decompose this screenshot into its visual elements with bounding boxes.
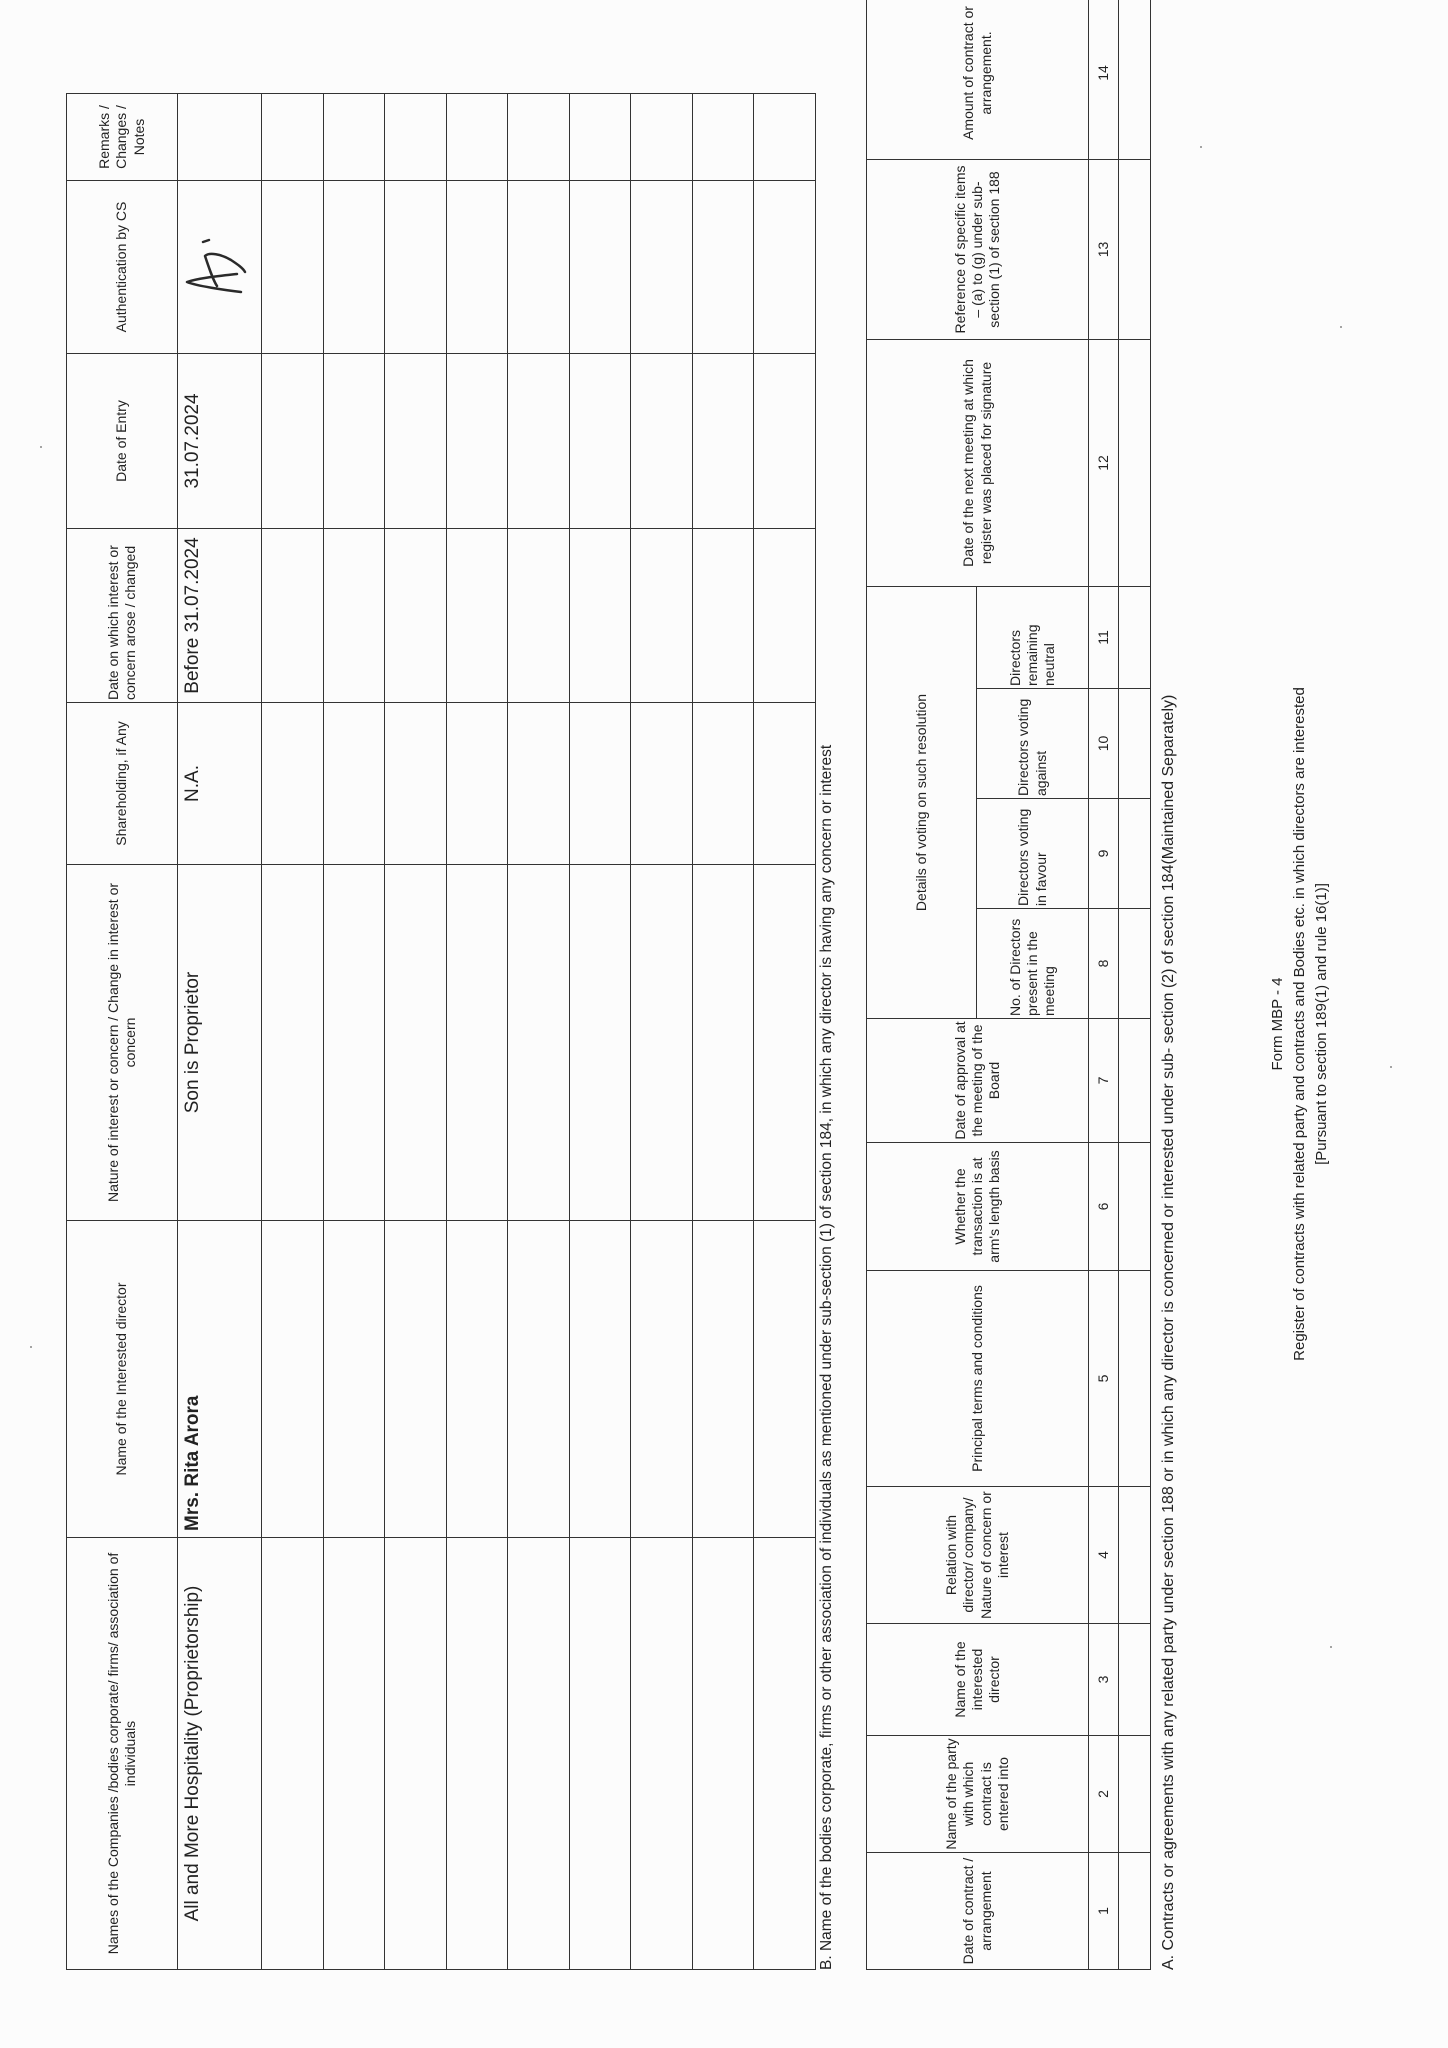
col-header-interested-director: Name of the Interested director [67,1221,178,1538]
col-header-voting-favour: Directors voting in favour [977,799,1089,909]
col-header-principal-terms: Principal terms and conditions [867,1271,1089,1487]
form-title: Form MBP - 4 [1269,977,1286,1071]
col-header-company-names: Names of the Companies /bodies corporate/ firms/ association of individuals [67,1538,178,1970]
table-row [569,94,631,1970]
company-name-cell: All and More Hospitality (Proprietorship) [178,1538,262,1970]
column-number: 10 [1089,689,1119,799]
column-number: 8 [1089,909,1119,1019]
col-header-voting-group: Details of voting on such resolution [867,587,977,1019]
table-row [262,94,324,1970]
table-row [692,94,754,1970]
table-row [178,94,262,1970]
col-header-interested-director: Name of the interested director [867,1624,1089,1736]
col-header-relation: Relation with director/ company/ Nature of concern or interest [867,1487,1089,1624]
col-header-board-approval-date: Date of approval at the meeting of the Board [867,1019,1089,1143]
col-header-nature-of-interest: Nature of interest or concern / Change in interest or concern [67,865,178,1221]
section-a-heading [1160,695,1178,1970]
section-b-heading: B. Name of the bodies corporate, firms or other association of individuals as mentioned under sub-section (1) of section 184, in which any director is having any concern or interest [818,744,835,1970]
col-header-authentication: Authentication by CS [67,181,178,354]
scan-speck [40,446,42,448]
remarks-cell [178,94,262,181]
column-number: 1 [1089,1853,1119,1970]
column-number: 4 [1089,1487,1119,1624]
col-header-reference-items: Reference of specific items – (a) to (g) under sub-section (1) of section 188 [867,160,1089,340]
table-row [631,94,693,1970]
section-a-separate-note: (Maintained Separately) [1160,694,1177,865]
column-number: 7 [1089,1019,1119,1143]
table-row [508,94,570,1970]
date-of-entry-cell: 31.07.2024 [178,354,262,529]
header-row [67,94,178,1970]
column-number: 9 [1089,799,1119,909]
column-number: 2 [1089,1736,1119,1853]
cs-signature-image [179,222,249,312]
table-row [754,94,816,1970]
column-number: 14 [1089,0,1119,160]
col-header-voting-against: Directors voting against [977,689,1089,799]
table-row [323,94,385,1970]
col-header-date-of-entry: Date of Entry [67,354,178,529]
section-a-heading-text: A. Contracts or agreements with any related party under section 188 or in which any director is concerned or interested under sub- section (2) of section 184 [1160,864,1177,1970]
date-arose-cell: Before 31.07.2024 [178,529,262,703]
col-header-amount: Amount of contract or arrangement. [867,0,1089,160]
scan-speck [1330,1646,1332,1648]
col-header-shareholding: Shareholding, if Any [67,703,178,865]
scan-speck [1200,146,1202,148]
scan-speck [1390,1066,1392,1068]
column-number: 5 [1089,1271,1119,1487]
col-header-remaining-neutral: Directors remaining neutral [977,587,1089,689]
authentication-cell [178,181,262,354]
column-number: 12 [1089,340,1119,587]
col-header-next-meeting-date: Date of the next meeting at which register was placed for signature [867,340,1089,587]
table-row [1119,0,1151,1970]
column-number: 13 [1089,160,1119,340]
table-row [446,94,508,1970]
col-header-remarks: Remarks / Changes / Notes [67,94,178,181]
column-number-row [1089,0,1119,1970]
form-pursuant: [Pursuant to section 189(1) and rule 16(1)] [1313,883,1330,1165]
scan-speck [1340,326,1342,328]
section-b-table [66,93,816,1970]
table-row [385,94,447,1970]
nature-of-interest-cell: Son is Proprietor [178,865,262,1221]
col-header-date-of-contract: Date of contract / arrangement [867,1853,1089,1970]
column-number: 11 [1089,587,1119,689]
scan-speck [30,1346,32,1348]
col-header-date-arose: Date on which interest or concern arose / changed [67,529,178,703]
col-header-party-name: Name of the party with which contract is entered into [867,1736,1089,1853]
column-number: 3 [1089,1624,1119,1736]
col-header-directors-present: No. of Directors present in the meeting [977,909,1089,1019]
director-name-cell: Mrs. Rita Arora [178,1221,262,1538]
section-a-table [866,0,1151,1970]
shareholding-cell: N.A. [178,703,262,865]
col-header-arms-length: Whether the transaction is at arm's length basis [867,1143,1089,1271]
form-subtitle: Register of contracts with related party and contracts and Bodies etc. in which directors are interested [1291,687,1308,1361]
column-number: 6 [1089,1143,1119,1271]
